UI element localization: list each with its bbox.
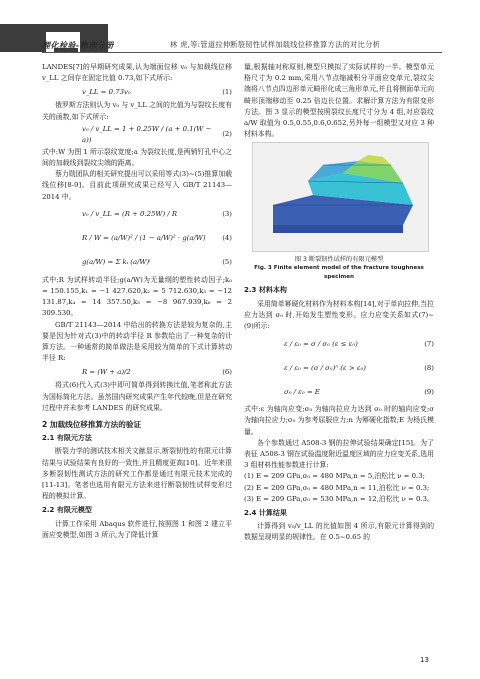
paragraph: 式中:W 为图 1 所示裂纹宽度;a 为裂纹长度,是两销钉孔中心之间的加载线到裂纹尖端的距离。 <box>42 147 232 168</box>
subsection-heading: 2.3 材料本构 <box>244 286 287 295</box>
left-column <box>42 62 232 541</box>
subsection-heading: 2.2 有限元模型 <box>42 506 92 515</box>
page-header <box>0 0 480 58</box>
equation-3: v₀ / v_LL = (R + 0.25W) / R (3) <box>82 210 232 219</box>
subsection-heading: 2.4 计算结果 <box>244 509 287 518</box>
material-params-3: (3) E = 209 GPa,σ₀ = 530 MPa,n = 12,泊松比 ν = 0.3。 <box>244 494 434 503</box>
equation-8: ε / ε₀ = (σ / σ₀)ⁿ (ε > ε₀) (8) <box>284 363 434 372</box>
running-title: 林 虎,等:管道拉伸断裂韧性试样加载线位移推算方法的对比分析 <box>170 40 381 49</box>
paragraph: 式中:R 为试样转动半径;g(a/W)为无量纲的塑性转动因子;k₀ = 150.155,k₁ = −1 427.620,k₂ = 5 712.630,k₃ = −12 131.87,k₄ = 14 357.50,k₅ = −8 967.939,k₆ = 2 309.530。 <box>42 275 232 318</box>
equation-5: g(a/W) = Σ kᵢ (a/W)ⁱ (5) <box>82 258 232 267</box>
paragraph: 采用简单幂硬化材料作为材料本构[14],对于单向拉伸,当拉应力达到 σ₀ 时,开始发生塑性变形。应力应变关系如式(7)~(9)所示: <box>244 299 435 331</box>
paragraph: 俄罗斯方法则认为 v₀ 与 v_LL 之间的比值为与裂纹长度有关的函数,如下式所示: <box>42 101 232 121</box>
figure-caption: 图 3 断裂韧性试样的有限元模型 <box>294 256 384 264</box>
equation-6: R = (W + a)/2 (6) <box>82 367 232 376</box>
paragraph: 将式(6)代入式(3)中即可简单得到转换比值,笔者称此方法为国标简化方法。虽然国内研究成果产生年代较晚,但是在研究过程中并未参考 LANDES 的研究成果。 <box>42 381 232 412</box>
header-divider <box>42 52 442 53</box>
paragraph: 计算工作采用 Abaqus 软件进行,按照图 1 和图 2 建立平面应变模型,如图 3 所示,为了降低计算 <box>42 519 232 539</box>
subsection-heading: 2.1 有限元方法 <box>42 434 92 443</box>
paragraph: 蔡力勋团队的相关研究提出可以采用等式(3)~(5)推算加载线位移[8-9]。目前此项研究成果已经写入 GB/T 21143—2014 中。 <box>42 170 232 201</box>
paragraph: 断裂力学的测试技术相关文献显示,断裂韧性的有限元计算结果与试验结果有良好的一致性,并且精度更高[10]。近年来很多断裂韧性测试方法的研究工作都是通过有限元技术完成的[11-13]。笔者也选用有限元方法来进行断裂韧性试样变形过程的模拟计算。 <box>42 447 232 501</box>
section-heading: 2 加载线位移推算方法的验证 <box>42 420 142 430</box>
material-params-1: (1) E = 209 GPa,σ₀ = 480 MPa,n = 5,泊松比 ν = 0.3; <box>244 472 425 481</box>
paragraph: GB/T 21143—2014 中给出的转换方法是较为复杂的,主要是因为针对式(3)中的转动半径 R 参数给出了一种复杂的计算方法。一种通常的简单做法是采用较为简单的下式计算转动半径 R: <box>42 320 232 363</box>
paragraph: 式中:ε 为轴向应变;σ₀ 为轴向拉应力达到 σ₀ 时的轴向应变;σ 为轴向拉应力;σ₀ 为参考屈服应力;n 为幂硬化指数;E 为杨氏模量。 <box>244 405 434 436</box>
figure-caption-en: Fig. 3 Finite element model of the fracture toughness specimen <box>254 265 424 281</box>
equation-9: σ₀ / ε₀ = E (9) <box>284 387 434 396</box>
journal-name: 理化检验-物理分册 <box>42 41 114 50</box>
equation-7: ε / ε₀ = σ / σ₀ (ε ≤ ε₀) (7) <box>284 339 434 348</box>
right-column <box>244 62 434 544</box>
paragraph: 计算得到 v₀/v_LL 的比值如图 4 所示,有限元计算得到的数据呈现明显的规律性。在 0.5~0.65 的 <box>244 522 434 542</box>
material-params-2: (2) E = 209 GPa,σ₀ = 480 MPa,n = 11,泊松比 ν = 0.3; <box>244 483 430 492</box>
equation-2: v₀ / v_LL = 1 + 0.25W / (a + 0.1(W − a)) (2) <box>82 124 232 144</box>
paragraph: LANDES[7]的早期研究成果,认为端面位移 v₀ 与加载线位移 v_LL 之间存在固定比值 0.73,如下式所示: <box>42 63 232 83</box>
paragraph: 量,根据轴对称原则,模型只模拟了实际试样的一半。模型单元格尺寸为 0.2 mm,采用八节点缩减积分平面应变单元,裂纹尖端将八节点四边形单元畸形化成三角形单元,并且将侧面单元向畸形顶端移动至 0.25 倍边长位置。求解计算方法为有限变形方法。图 3 显示的模型按照裂纹长度尺寸分为 4 组,对应裂纹 a/W 取值为 0.5,0.55,0.6,0.652,另外每一组模型又对应 3 种材料本构。 <box>244 63 434 139</box>
equation-4: R / W = (a/W)² / (1 − a/W)² · g(a/W) (4) <box>82 234 232 243</box>
fem-model-figure <box>252 142 429 252</box>
fem-mesh-image <box>253 143 428 251</box>
paragraph: 各个参数通过 A508-3 钢的拉伸试验结果确定[15]。为了表征 A508-3 钢在试验温度附近温度区域的应力应变关系,选用 3 组材料性能参数进行计算: <box>244 438 434 470</box>
page-number: 13 <box>420 656 429 664</box>
equation-1: v_LL = 0.73v₀ (1) <box>82 87 232 96</box>
